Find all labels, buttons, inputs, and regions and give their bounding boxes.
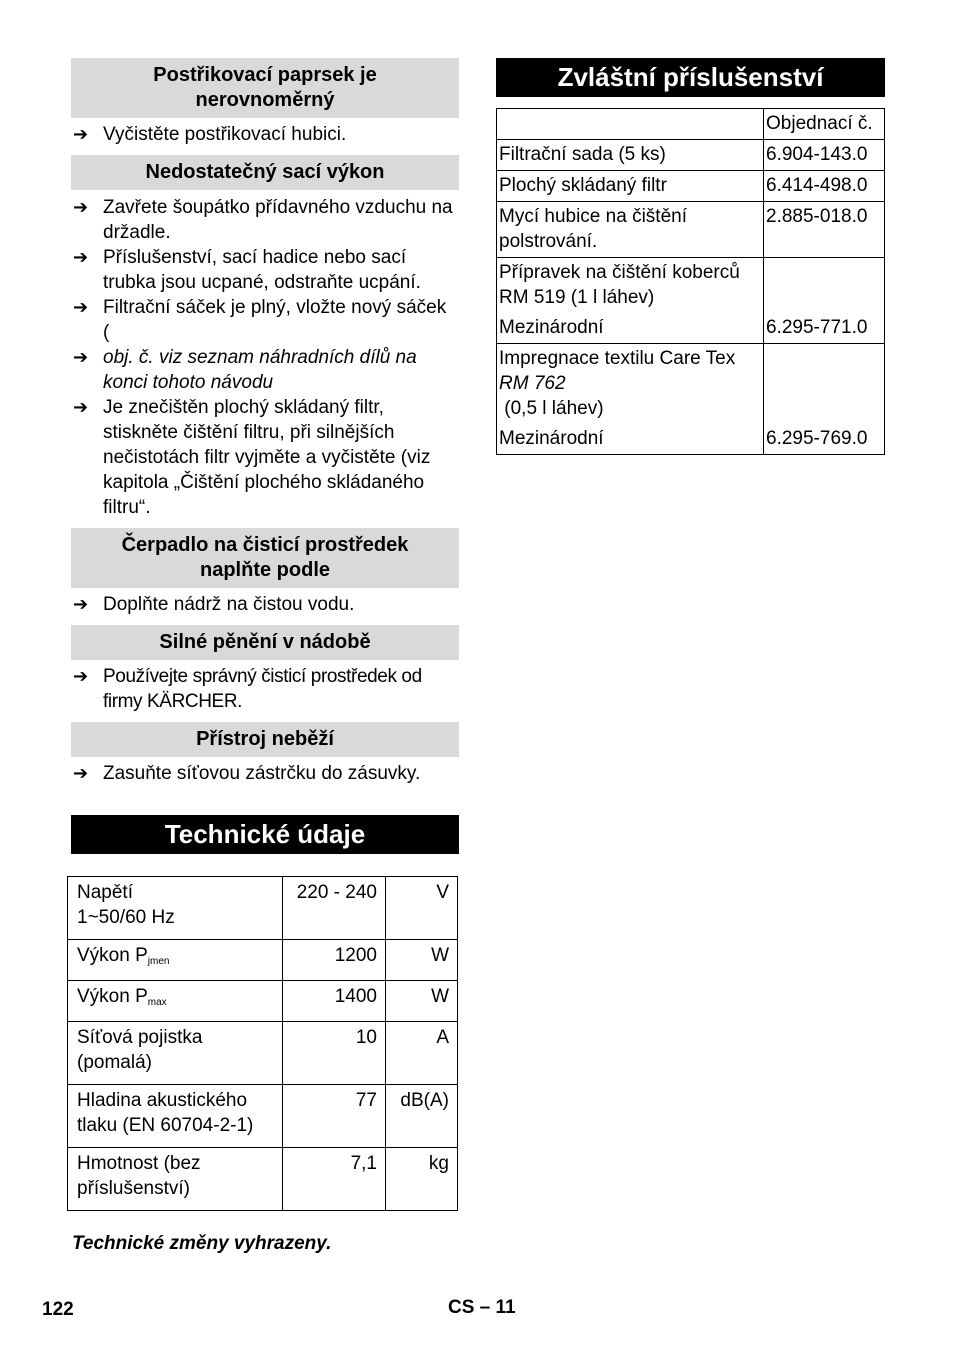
section-heading: Postřikovací paprsek je nerovnoměrný [71, 58, 459, 118]
table-row: Výkon $P_{jmen}$ 1200 W [68, 940, 458, 981]
list-item: ➔ Příslušenství, sací hadice nebo sací trubka jsou ucpané, odstraňte ucpání. [73, 247, 421, 293]
arrow-right-icon: ➔ [73, 397, 89, 417]
arrow-right-icon: ➔ [73, 666, 88, 686]
arrow-right-icon: ➔ [73, 297, 89, 317]
section-suction-weak [71, 155, 459, 528]
section-heading: Nedostatečný sací výkon [71, 155, 459, 190]
section-page-code: CS – 11 [448, 1297, 516, 1318]
section-not-running [71, 722, 459, 794]
section-detergent-pump [71, 528, 459, 625]
list-item: ➔ Zasuňte síťovou zástrčku do zásuvky. [73, 763, 421, 784]
section-heading: Čerpadlo na čisticí prostředek naplňte podle [71, 528, 459, 588]
table-row: Síťová pojistka (pomalá) 10 A [68, 1022, 458, 1085]
list-item: ➔ Používejte správný čisticí prostředek od firmy KÄRCHER. [73, 666, 422, 712]
table-row: Filtrační sada (5 ks) 6.904-143.0 [497, 140, 885, 171]
list-item: ➔ obj. č. viz seznam náhradních dílů na konci tohoto návodu [73, 347, 417, 393]
table-row: Přípravek na čištění koberců RM 519 (1 l láhev) Mezinárodní 6.295-771.0 [497, 258, 885, 344]
table-row: Hladina akustického tlaku (EN 60704-2-1) 77 dB(A) [68, 1085, 458, 1148]
table-row: Impregnace textilu Care Tex RM 762 (0,5 l láhev) Mezinárodní 6.295-769.0 [497, 344, 885, 455]
tech-table [67, 876, 458, 1211]
column-header: Objednací č. [764, 109, 885, 140]
arrow-right-icon: ➔ [73, 763, 89, 783]
table-row: Napětí 1~50/60 Hz 220 - 240 V [68, 877, 458, 940]
arrow-right-icon: ➔ [73, 124, 89, 144]
tech-heading: Technické údaje [71, 815, 459, 854]
tech-note: Technické změny vyhrazeny. [72, 1233, 332, 1254]
arrow-right-icon: ➔ [73, 197, 89, 217]
accessories-table [496, 108, 885, 455]
troubleshooting-column [71, 58, 459, 854]
list-item: ➔ Vyčistěte postřikovací hubici. [73, 124, 347, 145]
accessories-column [496, 58, 885, 455]
list-item: ➔ Doplňte nádrž na čistou vodu. [73, 594, 355, 615]
list-item: ➔ Filtrační sáček je plný, vložte nový sáček ( [73, 297, 447, 343]
table-row: Plochý skládaný filtr 6.414-498.0 [497, 171, 885, 202]
list-item: ➔ Je znečištěn plochý skládaný filtr, stiskněte čištění filtru, při silnějších nečistotách filtr vyjměte a vyčistěte (viz kapitola „Čištění plochého skládaného filtru“. [73, 397, 431, 518]
section-heading: Silné pěnění v nádobě [71, 625, 459, 660]
section-foaming [71, 625, 459, 722]
table-row: Výkon $P_{max}$ 1400 W [68, 981, 458, 1022]
page-number: 122 [42, 1299, 74, 1320]
section-spray-uneven [71, 58, 459, 155]
section-heading: Přístroj neběží [71, 722, 459, 757]
arrow-right-icon: ➔ [73, 247, 89, 267]
accessories-heading: Zvláštní příslušenství [496, 58, 885, 97]
list-item: ➔ Zavřete šoupátko přídavného vzduchu na držadle. [73, 197, 453, 243]
arrow-right-icon: ➔ [73, 594, 89, 614]
arrow-right-icon: ➔ [73, 347, 89, 367]
table-row: Hmotnost (bez příslušenství) 7,1 kg [68, 1148, 458, 1211]
table-row: Mycí hubice na čištění polstrování. 2.885-018.0 [497, 202, 885, 258]
table-header-row [497, 109, 885, 140]
